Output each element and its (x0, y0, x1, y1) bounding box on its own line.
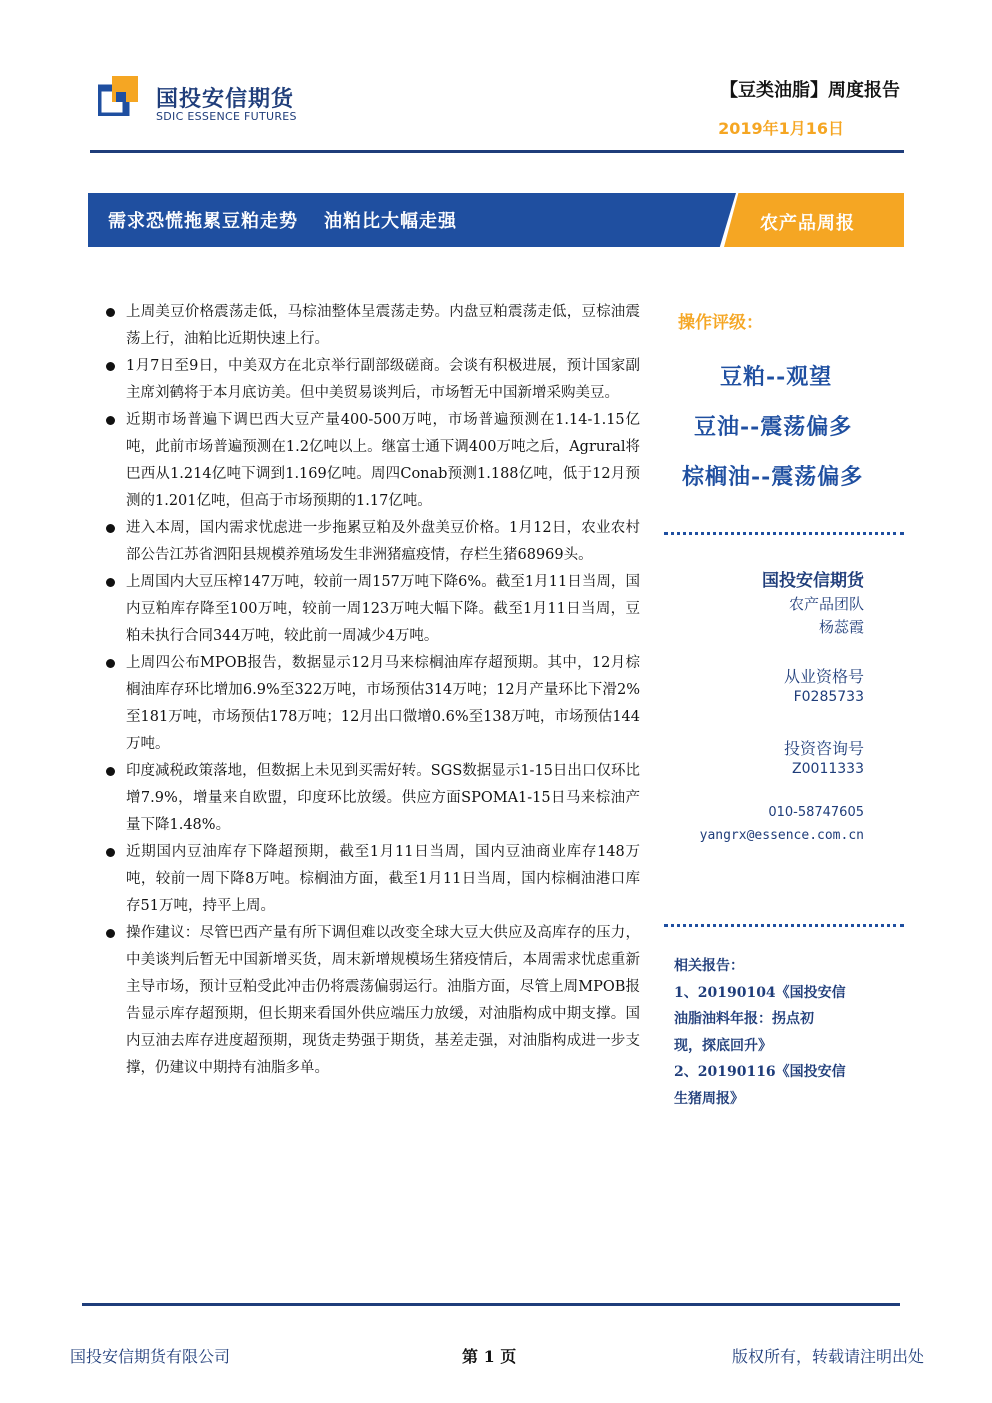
logo-english-name: SDIC ESSENCE FUTURES (156, 110, 297, 123)
team-company: 国投安信期货 (762, 571, 864, 591)
bullet-item: 印度减税政策落地，但数据上未见到买需好转。SGS数据显示1-15日出口仅环比增7.9%，增量来自欧盟，印度环比放缓。供应方面SPOMA1-15日马来棕油产量下降1.48%。 (104, 758, 640, 839)
bullet-item: 上周美豆价格震荡走低，马棕油整体呈震荡走势。内盘豆粕震荡走低，豆棕油震荡上行，油粕比近期快速上行。 (104, 299, 640, 353)
contact-phone: 010-58747605 (768, 805, 864, 820)
report-title-part-2: 油粕比大幅走强 (324, 211, 457, 232)
consulting-number: Z0011333 (792, 761, 864, 777)
bullet-item: 上周四公布MPOB报告，数据显示12月马来棕榈油库存超预期。其中，12月棕榈油库存环比增加6.9%至322万吨，市场预估314万吨；12月产量环比下滑2%至181万吨，市场预估178万吨；12月出口微增0.6%至138万吨，市场预估144万吨。 (104, 650, 640, 758)
team-name: 农产品团队 (788, 595, 864, 613)
bullet-item: 上周国内大豆压榨147万吨，较前一周157万吨下降6%。截至1月11日当周，国内豆粕库存降至100万吨，较前一周123万吨大幅下降。截至1月11日当周，豆粕未执行合同344万吨，较此前一周减少4万吨。 (104, 569, 640, 650)
bullet-item: 操作建议：尽管巴西产量有所下调但难以改变全球大豆大供应及高库存的压力，中美谈判后暂无中国新增买货，周末新增规模场生猪疫情后，本周需求忧虑重新主导市场，预计豆粕受此冲击仍将震荡偏弱运行。油脂方面，尽管上周MPOB报告显示库存超预期，但长期来看国外供应端压力放缓，对油脂构成中期支撑。国内豆油去库存进度超预期，现货走势强于期货，基差走强，对油脂构成进一步支撑，仍建议中期持有油脂多单。 (104, 920, 640, 1082)
bullet-item: 近期国内豆油库存下降超预期，截至1月11日当周，国内豆油商业库存148万吨，较前一周下降8万吨。棕榈油方面，截至1月11日当周，国内棕榈油港口库存51万吨，持平上周。 (104, 839, 640, 920)
footer-copyright: 版权所有，转载请注明出处 (731, 1347, 924, 1366)
logo-mark-icon (98, 76, 138, 116)
header-divider (90, 150, 904, 153)
related-report-line[interactable]: 生猪周报》 (674, 1090, 744, 1107)
related-report-line[interactable]: 油脂油料年报：拐点初 (674, 1011, 814, 1027)
related-report-line[interactable]: 1、20190104《国投安信 (674, 984, 846, 1001)
related-report-line[interactable]: 现，探底回升》 (674, 1037, 772, 1054)
related-reports-heading: 相关报告： (674, 958, 744, 974)
dotted-divider (664, 924, 904, 927)
consulting-label: 投资咨询号 (783, 739, 864, 758)
bullet-item: 近期市场普遍下调巴西大豆产量400-500万吨，市场普遍预测在1.14-1.15亿吨，此前市场普遍预测在1.2亿吨以上。继富士通下调400万吨之后，Agrural将巴西从1.214亿吨下调到1.169亿吨。周四Conab预测1.188亿吨，低于12月预测的1.201亿吨，但高于市场预期的1.17亿吨。 (104, 407, 640, 515)
page-number: 第 1 页 (462, 1347, 517, 1366)
logo-chinese-name: 国投安信期货 (156, 87, 295, 112)
footer-divider (82, 1303, 900, 1306)
report-title-part-1: 需求恐慌拖累豆粕走势 (108, 211, 298, 232)
rating-palmoil: 棕榈油--震荡偏多 (682, 464, 864, 490)
report-date: 2019年1月16日 (718, 119, 844, 138)
analyst-name: 杨蕊霞 (818, 618, 864, 636)
rating-label: 操作评级： (678, 313, 763, 333)
rating-soymeal: 豆粕--观望 (720, 364, 833, 390)
contact-email[interactable]: yangrx@essence.com.cn (699, 828, 864, 843)
rating-soyoil: 豆油--震荡偏多 (694, 414, 853, 440)
bullet-item: 进入本周，国内需求忧虑进一步拖累豆粕及外盘美豆价格。1月12日，农业农村部公告江苏省泗阳县规模养殖场发生非洲猪瘟疫情，存栏生猪68969头。 (104, 515, 640, 569)
summary-bullet-list (104, 299, 640, 1082)
footer-company: 国投安信期货有限公司 (70, 1347, 231, 1366)
qualification-label: 从业资格号 (783, 667, 864, 686)
bullet-item: 1月7日至9日，中美双方在北京举行副部级磋商。会谈有积极进展，预计国家副主席刘鹤将于本月底访美。但中美贸易谈判后，市场暂无中国新增采购美豆。 (104, 353, 640, 407)
dotted-divider (664, 532, 904, 535)
report-type: 【豆类油脂】周度报告 (720, 80, 900, 101)
qualification-number: F0285733 (793, 689, 864, 705)
report-title (108, 207, 483, 233)
related-report-line[interactable]: 2、20190116《国投安信 (674, 1064, 846, 1080)
company-logo (98, 70, 298, 132)
related-reports (674, 953, 874, 1112)
report-category: 农产品周报 (760, 213, 855, 234)
